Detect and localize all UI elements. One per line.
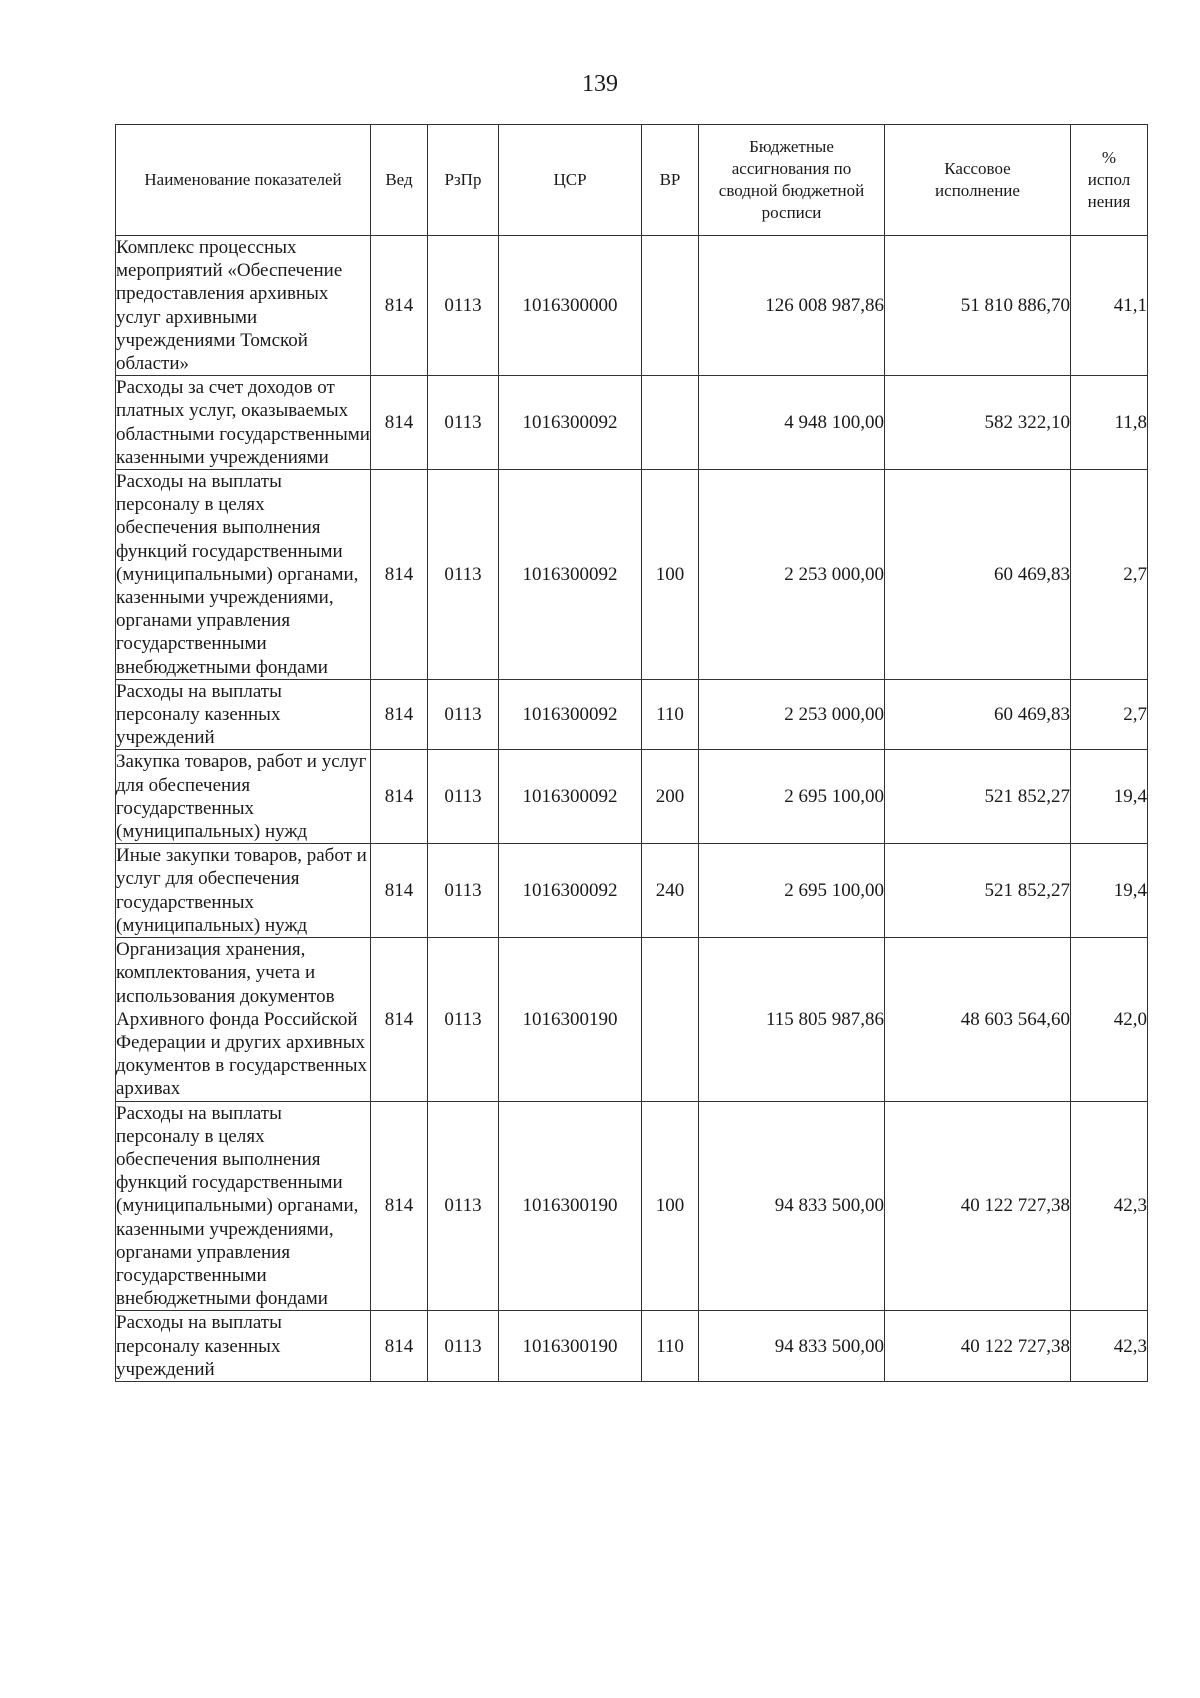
cell-rzpr: 0113 — [428, 938, 499, 1101]
header-rzpr: РзПр — [428, 125, 499, 236]
cell-csr: 1016300092 — [499, 470, 642, 680]
cell-name: Расходы на выплаты персоналу казенных учреждений — [116, 679, 371, 750]
table-header-row — [116, 125, 1148, 236]
cell-ved: 814 — [371, 938, 428, 1101]
cell-vr: 100 — [642, 470, 699, 680]
cell-pct: 19,4 — [1071, 844, 1148, 938]
cell-budget: 126 008 987,86 — [699, 236, 885, 376]
cell-csr: 1016300190 — [499, 1311, 642, 1382]
cell-budget: 2 695 100,00 — [699, 844, 885, 938]
table-row — [116, 1311, 1148, 1382]
cell-rzpr: 0113 — [428, 844, 499, 938]
cell-ved: 814 — [371, 236, 428, 376]
cell-cash: 582 322,10 — [885, 376, 1071, 470]
cell-pct: 41,1 — [1071, 236, 1148, 376]
table-row — [116, 470, 1148, 680]
cell-name: Комплекс процессных мероприятий «Обеспечение предоставления архивных услуг архивными учреждениями Томской области» — [116, 236, 371, 376]
cell-cash: 60 469,83 — [885, 679, 1071, 750]
cell-cash: 51 810 886,70 — [885, 236, 1071, 376]
cell-rzpr: 0113 — [428, 679, 499, 750]
header-pct: % испол нения — [1071, 125, 1148, 236]
cell-csr: 1016300092 — [499, 376, 642, 470]
cell-name: Организация хранения, комплектования, учета и использования документов Архивного фонда Российской Федерации и других архивных документов в государственных архивах — [116, 938, 371, 1101]
cell-cash: 40 122 727,38 — [885, 1311, 1071, 1382]
cell-name: Закупка товаров, работ и услуг для обеспечения государственных (муниципальных) нужд — [116, 750, 371, 844]
budget-execution-table — [115, 124, 1148, 1382]
table-row — [116, 750, 1148, 844]
table-row — [116, 1101, 1148, 1311]
cell-rzpr: 0113 — [428, 1311, 499, 1382]
cell-ved: 814 — [371, 679, 428, 750]
cell-csr: 1016300000 — [499, 236, 642, 376]
page-number: 139 — [582, 71, 618, 97]
cell-ved: 814 — [371, 1311, 428, 1382]
cell-pct: 11,8 — [1071, 376, 1148, 470]
cell-rzpr: 0113 — [428, 236, 499, 376]
cell-csr: 1016300092 — [499, 750, 642, 844]
cell-vr — [642, 938, 699, 1101]
cell-rzpr: 0113 — [428, 1101, 499, 1311]
cell-rzpr: 0113 — [428, 750, 499, 844]
cell-ved: 814 — [371, 1101, 428, 1311]
table-row — [116, 844, 1148, 938]
table-row — [116, 376, 1148, 470]
table-row — [116, 679, 1148, 750]
cell-csr: 1016300190 — [499, 938, 642, 1101]
header-ved: Вед — [371, 125, 428, 236]
cell-vr: 110 — [642, 679, 699, 750]
cell-budget: 94 833 500,00 — [699, 1311, 885, 1382]
cell-cash: 48 603 564,60 — [885, 938, 1071, 1101]
cell-budget: 4 948 100,00 — [699, 376, 885, 470]
cell-cash: 40 122 727,38 — [885, 1101, 1071, 1311]
header-cash: Кассовое исполнение — [885, 125, 1071, 236]
cell-csr: 1016300092 — [499, 844, 642, 938]
header-name: Наименование показателей — [116, 125, 371, 236]
cell-budget: 2 253 000,00 — [699, 470, 885, 680]
cell-vr: 240 — [642, 844, 699, 938]
cell-vr: 100 — [642, 1101, 699, 1311]
cell-cash: 521 852,27 — [885, 844, 1071, 938]
cell-pct: 2,7 — [1071, 679, 1148, 750]
cell-ved: 814 — [371, 844, 428, 938]
cell-vr: 200 — [642, 750, 699, 844]
cell-pct: 42,0 — [1071, 938, 1148, 1101]
cell-vr — [642, 236, 699, 376]
cell-rzpr: 0113 — [428, 376, 499, 470]
cell-vr — [642, 376, 699, 470]
cell-csr: 1016300190 — [499, 1101, 642, 1311]
cell-budget: 115 805 987,86 — [699, 938, 885, 1101]
cell-rzpr: 0113 — [428, 470, 499, 680]
cell-ved: 814 — [371, 376, 428, 470]
cell-name: Расходы на выплаты персоналу в целях обеспечения выполнения функций государственными (муниципальными) органами, казенными учреждениями, органами управления государственными внебюджетными фондами — [116, 1101, 371, 1311]
cell-budget: 2 253 000,00 — [699, 679, 885, 750]
cell-name: Расходы за счет доходов от платных услуг, оказываемых областными государственными казенными учреждениями — [116, 377, 370, 468]
cell-name: Расходы на выплаты персоналу в целях обеспечения выполнения функций государственными (муниципальными) органами, казенными учреждениями, органами управления государственными внебюджетными фондами — [116, 470, 371, 680]
header-vr: ВР — [642, 125, 699, 236]
header-csr: ЦСР — [499, 125, 642, 236]
cell-ved: 814 — [371, 470, 428, 680]
cell-vr: 110 — [642, 1311, 699, 1382]
cell-csr: 1016300092 — [499, 679, 642, 750]
table-row — [116, 236, 1148, 376]
cell-pct: 42,3 — [1071, 1101, 1148, 1311]
cell-pct: 42,3 — [1071, 1311, 1148, 1382]
cell-cash: 60 469,83 — [885, 470, 1071, 680]
cell-ved: 814 — [371, 750, 428, 844]
header-budget: Бюджетные ассигнования по сводной бюджетной росписи — [699, 125, 885, 236]
cell-name: Иные закупки товаров, работ и услуг для обеспечения государственных (муниципальных) нужд — [116, 844, 371, 938]
cell-budget: 2 695 100,00 — [699, 750, 885, 844]
table-row — [116, 938, 1148, 1101]
cell-pct: 2,7 — [1071, 470, 1148, 680]
cell-name: Расходы на выплаты персоналу казенных учреждений — [116, 1311, 371, 1382]
cell-cash: 521 852,27 — [885, 750, 1071, 844]
cell-budget: 94 833 500,00 — [699, 1101, 885, 1311]
cell-pct: 19,4 — [1071, 750, 1148, 844]
